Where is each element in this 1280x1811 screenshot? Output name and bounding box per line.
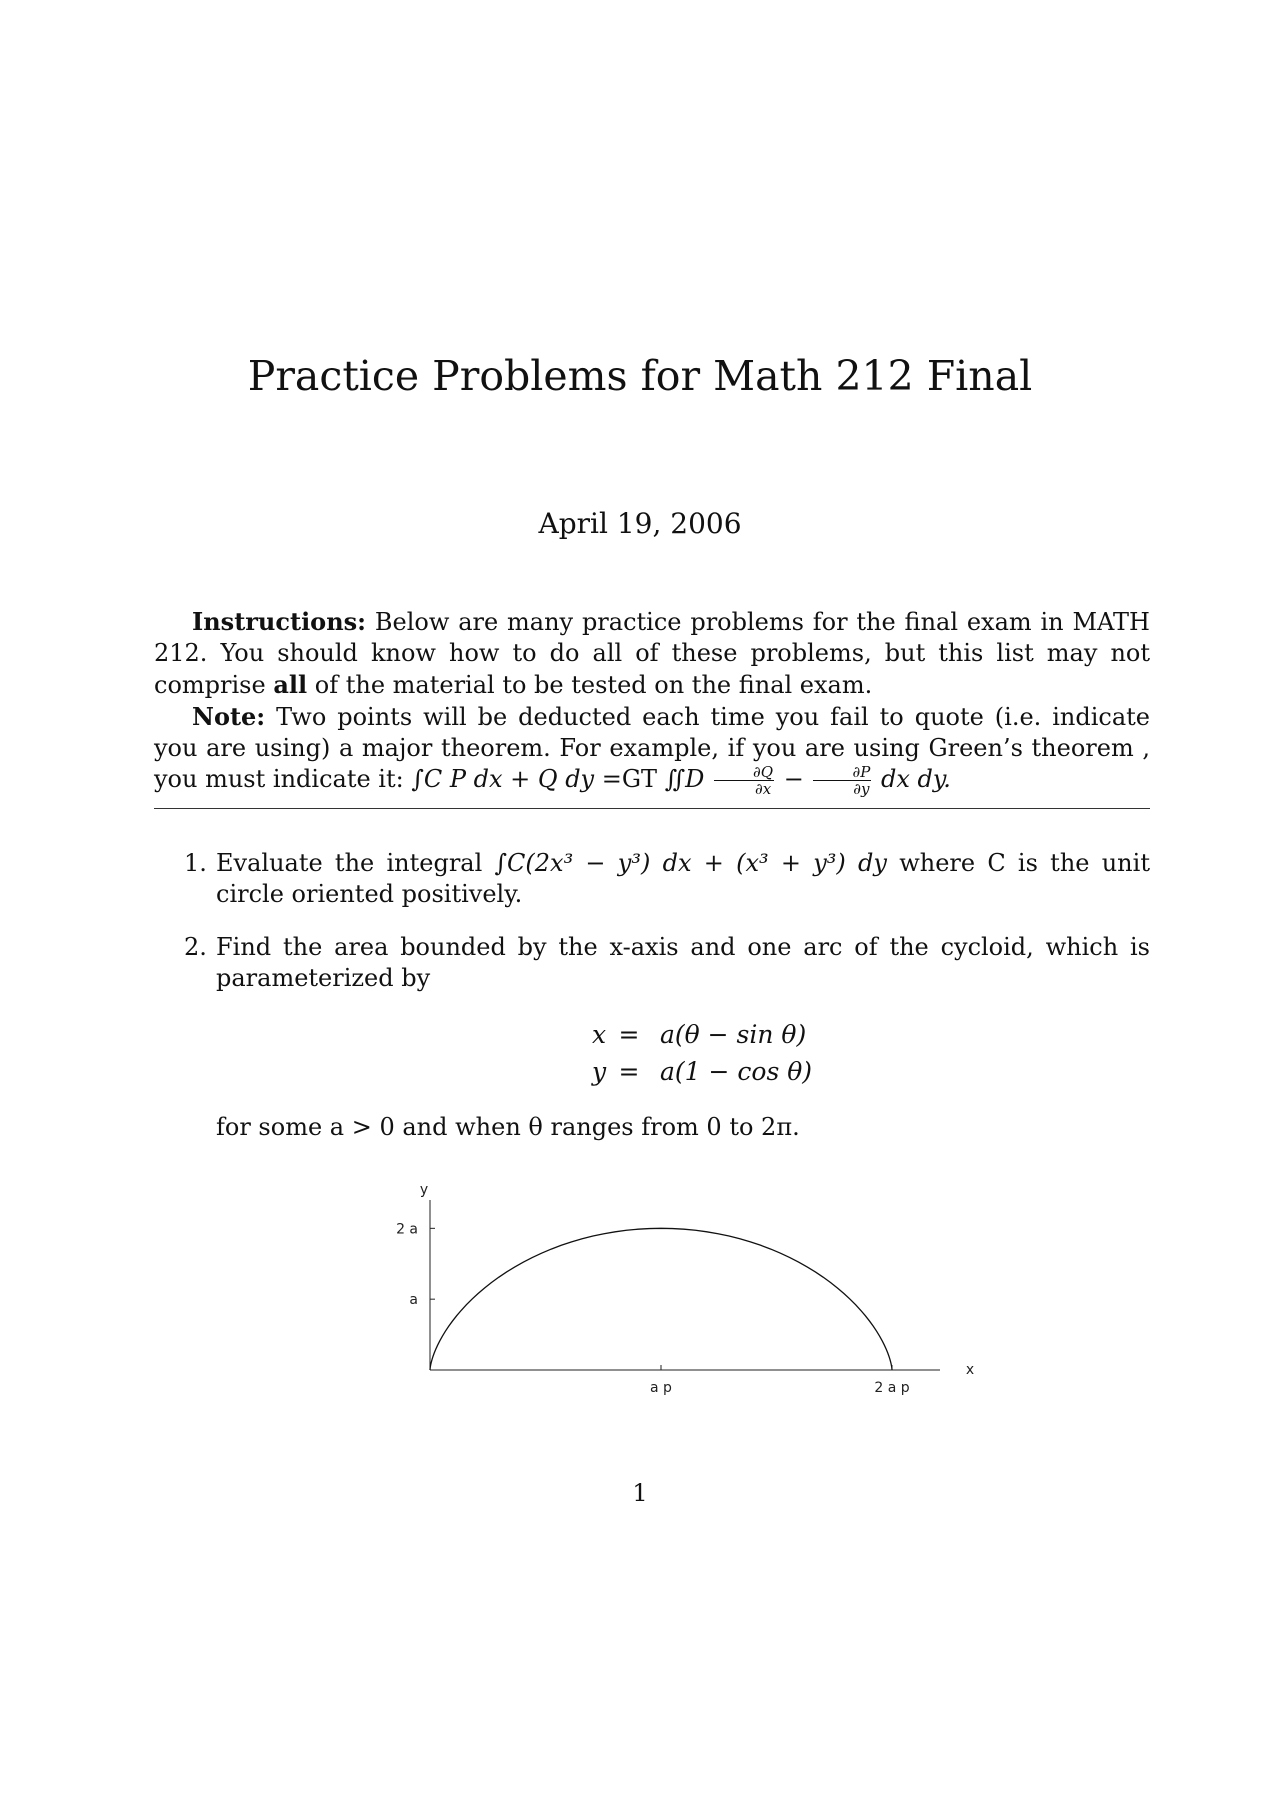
greens-formula-rhs-suffix: dx dy. — [880, 765, 951, 793]
note-text: Two points will be deducted each time you fail to quote (i.e. indicate you are using) a major theorem. For example, if you are using Green’s theorem , you must indicate it: — [154, 703, 1151, 793]
page-number: 1 — [632, 1479, 648, 1507]
problem-number: 1. — [184, 849, 207, 877]
note-label: Note: — [192, 702, 266, 731]
problem-1-text-after: where C is the unit circle oriented positively. — [216, 849, 1150, 908]
fraction-dq-dx — [714, 764, 774, 797]
fraction-denominator: ∂y — [853, 780, 870, 798]
greens-formula-lhs: ∫C P dx + Q dy — [411, 765, 595, 793]
problem-2-condition: for some a > 0 and when θ ranges from 0 to 2π. — [216, 1113, 800, 1141]
page-title: Practice Problems for Math 212 Final — [247, 352, 1033, 400]
cycloid-graph — [380, 1170, 980, 1410]
section-divider — [154, 808, 1150, 809]
equation-lhs: x — [591, 1020, 607, 1049]
instructions-label: Instructions: — [192, 607, 367, 636]
problem-text: Find the area bounded by the x-axis and one arc of the cycloid, which is parameterized by — [216, 933, 1150, 992]
problem-number: 2. — [184, 933, 207, 961]
equation-lhs: y — [591, 1057, 607, 1086]
fraction-numerator: ∂P — [813, 764, 871, 781]
greens-formula-double-integral: ∬D — [664, 765, 705, 793]
equation-rhs: a(θ − sin θ) — [660, 1020, 807, 1049]
y-tick-label: 2 a — [396, 1221, 418, 1238]
greens-formula-eq: =GT — [601, 765, 658, 793]
greens-formula-minus: − — [783, 765, 804, 793]
problem-1-text-before: Evaluate the integral — [216, 849, 483, 877]
instructions-emphasis: all — [273, 670, 308, 699]
equation-row-y — [0, 1053, 1280, 1090]
instructions-text-a: Below are many practice problems for the final exam in MATH 212. You should know how to do all of these problems, but this list may not comprise — [154, 608, 1150, 699]
instructions-text-b: of the material to be tested on the final exam. — [314, 671, 873, 699]
equation-operator: = — [618, 1020, 640, 1049]
equation-rhs: a(1 − cos θ) — [660, 1057, 813, 1086]
y-tick-label: a — [409, 1292, 418, 1309]
problem-1-integral: ∫C(2x³ − y³) dx + (x³ + y³) dy — [494, 849, 887, 877]
x-tick-label: a p — [650, 1380, 672, 1396]
x-axis-label: x — [965, 1362, 975, 1378]
equation-operator: = — [618, 1057, 640, 1086]
x-tick-label: 2 a p — [874, 1380, 910, 1396]
note-paragraph — [154, 701, 1150, 797]
instructions-block — [154, 606, 1150, 797]
problem-text — [216, 848, 1150, 910]
document-date: April 19, 2006 — [538, 507, 742, 540]
fraction-dp-dy — [813, 764, 871, 797]
instructions-paragraph — [154, 606, 1150, 701]
fraction-denominator: ∂x — [754, 780, 772, 798]
fraction-numerator: ∂Q — [714, 764, 774, 781]
cycloid-curve — [430, 1228, 892, 1370]
y-axis-label: y — [419, 1182, 429, 1198]
equation-row-x — [0, 1016, 1280, 1053]
